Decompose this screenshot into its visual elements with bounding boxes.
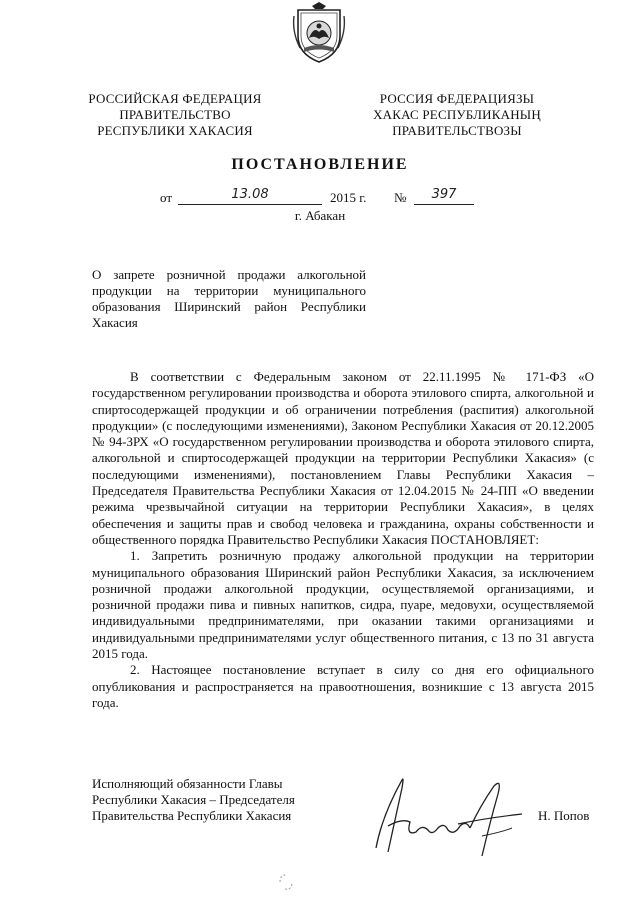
number-underline bbox=[414, 187, 474, 205]
header-left-line: РЕСПУБЛИКИ ХАКАСИЯ bbox=[97, 123, 253, 138]
date-prefix: от bbox=[160, 190, 173, 205]
header-right bbox=[352, 91, 562, 139]
subject: О запрете розничной продажи алкогольной продукции на территории муниципального образования Ширинский район Республики Хакасия bbox=[92, 267, 366, 330]
header-right-line: ПРАВИТЕЛЬСТВОЗЫ bbox=[392, 123, 522, 138]
handwritten-date: 13.08 bbox=[231, 187, 269, 202]
date-year: 2015 г. bbox=[330, 190, 367, 205]
number-label: № bbox=[394, 190, 407, 205]
document-title: ПОСТАНОВЛЕНИЕ bbox=[231, 156, 409, 173]
header-right-line: ХАКАС РЕСПУБЛИКАНЫҢ bbox=[373, 107, 541, 122]
signature-image bbox=[362, 766, 530, 862]
document-body bbox=[92, 369, 594, 711]
paragraph: 2. Настоящее постановление вступает в силу со дня его официального опубликования и распространяется на правоотношения, возникшие с 13 августа 2015 года. bbox=[92, 662, 594, 710]
stamp-mark-icon bbox=[276, 872, 296, 892]
signatory-title-line: Республики Хакасия – Председателя bbox=[92, 792, 295, 807]
header-left-line: РОССИЙСКАЯ ФЕДЕРАЦИЯ bbox=[88, 91, 262, 106]
header-left bbox=[70, 91, 280, 139]
handwritten-number: 397 bbox=[431, 187, 457, 202]
signatory-title bbox=[92, 776, 352, 824]
paragraph: 1. Запретить розничную продажу алкогольной продукции на территории муниципального образования Ширинский район Республики Хакасия, за исключением розничной продажи алкогольной продукции, осуществляемой организациями, и розничной продажи пива и пивных напитков, сидра, пуаре, медовухи, осуществляемой индивидуальными предпринимателями, при оказании такими организациями и индивидуальными предпринимателями услуг общественного питания, с 13 по 31 августа 2015 года. bbox=[92, 548, 594, 662]
city: г. Абакан bbox=[294, 208, 346, 223]
paragraph: В соответствии с Федеральным законом от 22.11.1995 № 171-ФЗ «О государственном регулировании производства и оборота этилового спирта, алкогольной и спиртосодержащей продукции и об ограничении потребления (распития) алкогольной продукции» (с последующими изменениями), Законом Республики Хакасия от 20.12.2005 № 94-ЗРХ «О государственном регулировании производства и оборота этилового спирта, алкогольной и спиртосодержащей продукции на территории Республики Хакасия» (с последующими изменениями), постановлением Главы Республики Хакасия – Председателя Правительства Республики Хакасия от 12.04.2015 № 24-ПП «О введении режима чрезвычайной ситуации на территории Республики Хакасия», в целях обеспечения и защиты прав и свобод человека и гражданина, охраны собственности и общественного порядка Правительство Республики Хакасия ПОСТАНОВЛЯЕТ: bbox=[92, 369, 594, 547]
date-underline bbox=[178, 187, 322, 205]
signatory-name: Н. Попов bbox=[538, 808, 590, 823]
header-left-line: ПРАВИТЕЛЬСТВО bbox=[119, 107, 231, 122]
signatory-title-line: Правительства Республики Хакасия bbox=[92, 808, 292, 823]
coat-of-arms-icon bbox=[290, 2, 348, 64]
header-right-line: РОССИЯ ФЕДЕРАЦИЯЗЫ bbox=[379, 91, 535, 106]
signatory-title-line: Исполняющий обязанности Главы bbox=[92, 776, 283, 791]
date-line bbox=[160, 187, 490, 210]
